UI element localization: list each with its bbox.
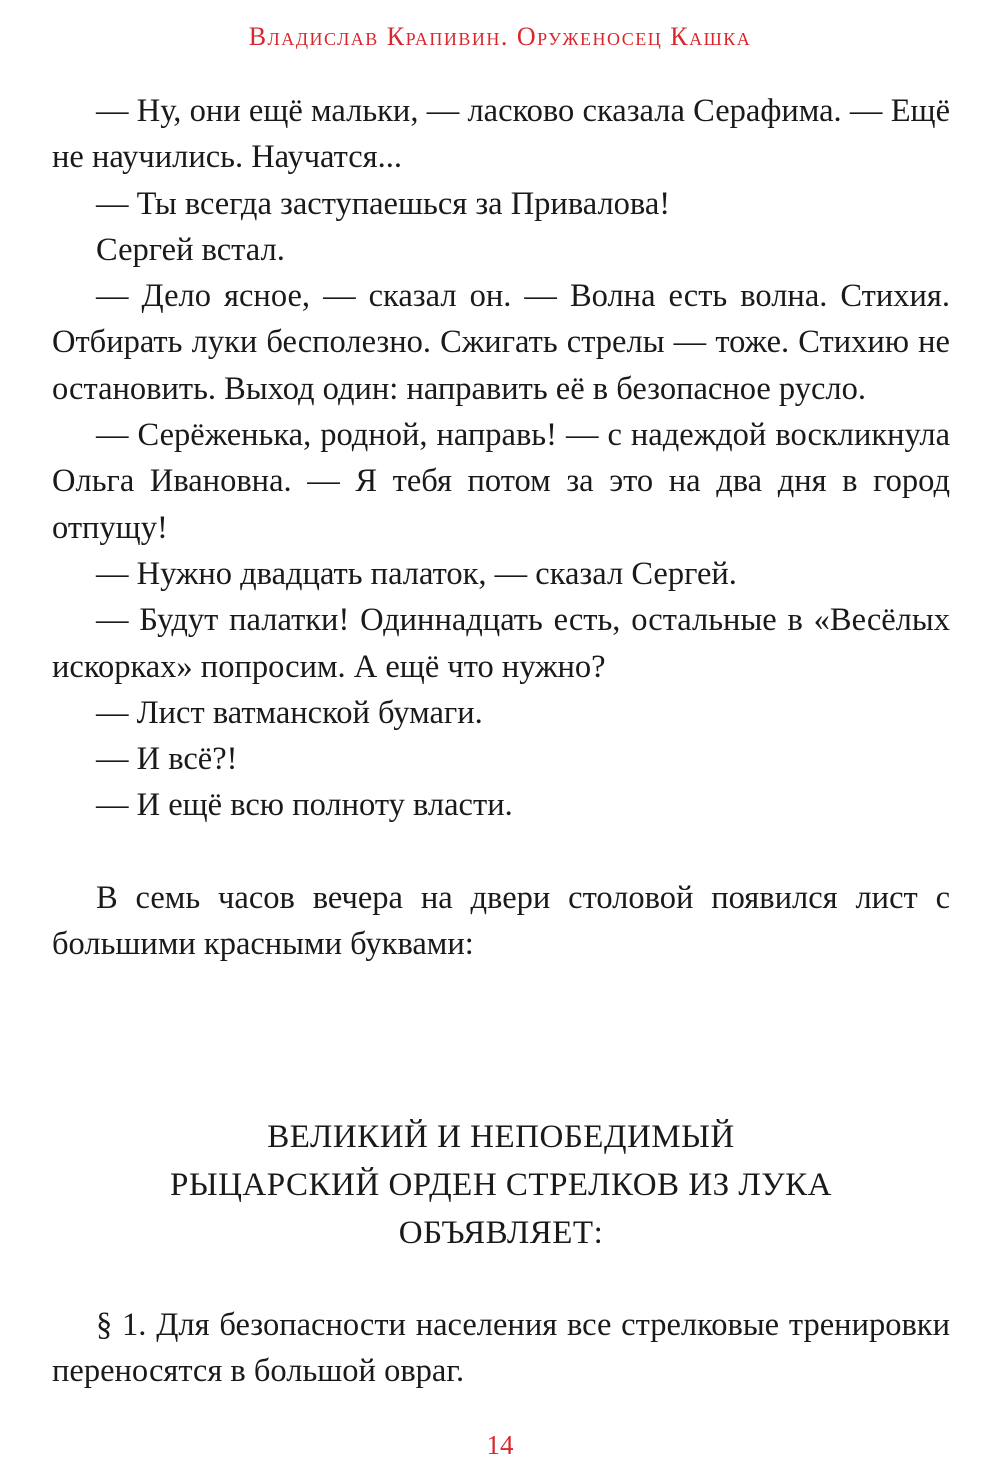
section-block	[52, 1302, 950, 1395]
dialogue-line: — Дело ясное, — сказал он. — Волна есть волна. Стихия. Отбирать луки бесполезно. Сжигать стрелы — тоже. Стихию не остановить. Выход один: направить её в безопасное русло.	[52, 278, 950, 407]
dialogue-line: — Нужно двадцать палаток, — сказал Сергей.	[96, 555, 737, 592]
dialogue-line: — Будут палатки! Одиннадцать есть, остальные в «Весёлых искорках» попросим. А ещё что нужно?	[52, 602, 950, 685]
notice-heading-line: ВЕЛИКИЙ И НЕПОБЕДИМЫЙ	[267, 1119, 735, 1155]
narration-paragraph: В семь часов вечера на двери столовой появился лист с большими красными буквами:	[52, 879, 950, 963]
dialogue-block	[52, 88, 950, 967]
dialogue-line: — И ещё всю полноту власти.	[96, 787, 513, 824]
dialogue-line: — Серёженька, родной, направь! — с надеждой воскликнула Ольга Ивановна. — Я тебя потом за это на два дня в город отпущу!	[52, 417, 950, 546]
running-title: Владислав Крапивин. Оруженосец Кашка	[248, 22, 752, 51]
notice-heading	[52, 1113, 950, 1257]
dialogue-line: — Ну, они ещё мальки, — ласково сказала Серафима. — Ещё не научились. Научатся...	[52, 93, 950, 176]
notice-heading-line: РЫЦАРСКИЙ ОРДЕН СТРЕЛКОВ ИЗ ЛУКА	[169, 1167, 833, 1203]
dialogue-line: — Ты всегда заступаешься за Привалова!	[96, 185, 671, 222]
page-number: 14	[486, 1430, 514, 1460]
dialogue-line: — И всё?!	[96, 741, 238, 778]
section-paragraph: § 1. Для безопасности населения все стрелковые тренировки переносятся в большой овраг.	[52, 1307, 950, 1390]
dialogue-line: — Лист ватманской бумаги.	[96, 694, 483, 731]
dialogue-line: Сергей встал.	[96, 231, 285, 268]
notice-heading-line: ОБЪЯВЛЯЕТ:	[398, 1215, 604, 1251]
scene-break	[52, 829, 950, 875]
